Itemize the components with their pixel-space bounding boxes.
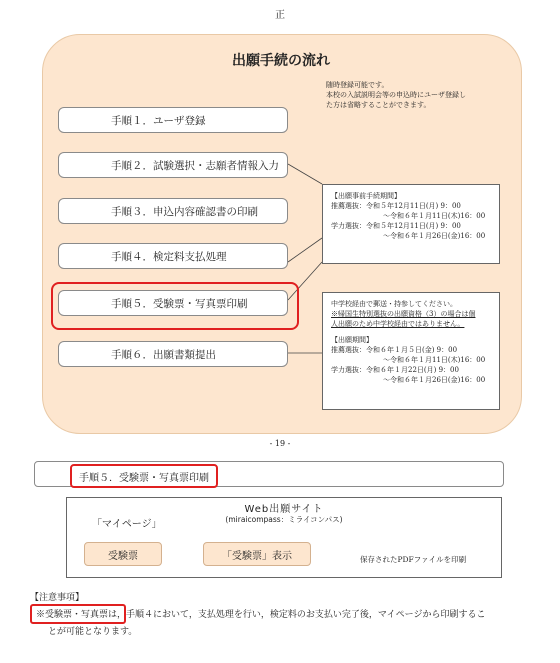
show-exam-ticket-button[interactable]: 「受験票」表示 xyxy=(203,542,311,566)
registration-note: 随時登録可能です。 本校の入試説明会等の申込時にユーザ登録し た方は省略することができます。 xyxy=(326,81,466,109)
flow-title: 出願手続の流れ xyxy=(232,53,330,69)
site-subtitle: (miraicompass：ミライコンパス) xyxy=(225,515,343,524)
section-title: 手順５．受験票・写真票印刷 xyxy=(70,464,218,488)
exam-ticket-button[interactable]: 受験票 xyxy=(84,542,162,566)
print-pdf-text: 保存されたPDFファイルを印刷 xyxy=(360,555,467,564)
step-1: 手順１．ユーザ登録 xyxy=(58,107,288,133)
site-title: Web出願サイト xyxy=(244,504,324,515)
step-3: 手順３．申込内容確認書の印刷 xyxy=(58,198,288,224)
caution-text: ※受験票・写真票は，手順４において，支払処理を行い，検定料のお支払い完了後，マイページから印刷するこ とが可能となります。 xyxy=(36,610,486,637)
page-number: - 19 - xyxy=(269,439,291,448)
page-marker: 正 xyxy=(275,10,285,21)
pre-application-period-box: 【出願事前手続期間】 推薦選抜：令和５年12月11日(月) 9：00 ～令和６年１月11日(木)16：00 学力選抜：令和５年12月11日(月) 9：00 ～令和６年１月26日(金)16：00 xyxy=(322,184,500,264)
step-4: 手順４．検定料支払処理 xyxy=(58,243,288,269)
step-5: 手順５．受験票・写真票印刷 xyxy=(58,290,288,316)
step-2: 手順２．試験選択・志願者情報入力 xyxy=(58,152,288,178)
mypage-label: 「マイページ」 xyxy=(92,519,162,530)
caution-heading: 【注意事項】 xyxy=(30,593,85,603)
step-6: 手順６．出願書類提出 xyxy=(58,341,288,367)
application-period-box: 中学校経由で郵送・持参してください。 ※帰国生特別選抜の出願資格（3）の場合は個 人出願のため中学校経由ではありません。 【出願期間】 推薦選抜：令和６年１月５日(金) 9：00 ～令和６年１月11日(木)16：00 学力選抜：令和６年１月22日(月) 9：00 ～令和６年１月26日(金)16：00 xyxy=(322,292,500,410)
